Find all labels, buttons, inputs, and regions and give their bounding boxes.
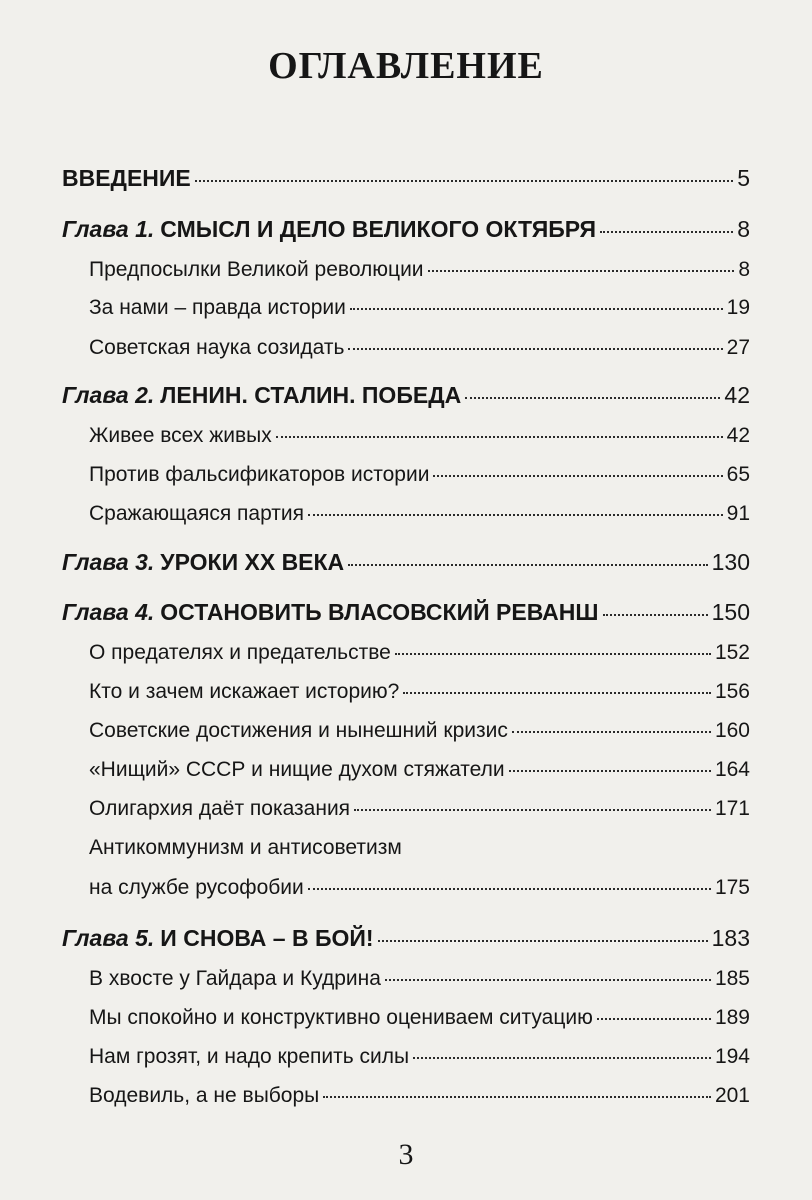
toc-entry-page: 175: [714, 876, 750, 899]
toc-entry-title: За нами – правда истории: [89, 296, 346, 319]
toc-entry-chapter-4: [62, 599, 750, 626]
chapter-number: Глава 1.: [62, 216, 155, 242]
dot-leader: [428, 269, 735, 272]
dot-leader: [395, 652, 711, 655]
toc-entry-title: Советские достижения и нынешний кризис: [89, 719, 508, 742]
toc-entry-title: ОСТАНОВИТЬ ВЛАСОВСКИЙ РЕВАНШ: [160, 599, 599, 625]
toc-entry-title: «Нищий» СССР и нищие духом стяжатели: [89, 758, 505, 781]
toc-entry-page: 150: [711, 599, 750, 625]
toc-entry-section: [89, 336, 750, 360]
toc-entry-page: 160: [714, 719, 750, 742]
dot-leader: [509, 769, 711, 772]
toc-entry-title: И СНОВА – В БОЙ!: [160, 925, 374, 951]
dot-leader: [195, 179, 733, 182]
dot-leader: [597, 1017, 711, 1020]
chapter-number: Глава 5.: [62, 925, 155, 951]
toc-entry-section-first-line: Антикоммунизм и антисоветизм: [89, 836, 402, 859]
toc-entry-chapter-1: [62, 216, 750, 243]
toc-entry-title: Нам грозят, и надо крепить силы: [89, 1045, 410, 1068]
dot-leader: [413, 1056, 711, 1059]
toc-entry-section: [89, 258, 750, 282]
toc-entry-title: Против фальсификаторов истории: [89, 463, 430, 486]
toc-entry-title: Водевиль, а не выборы: [89, 1084, 320, 1107]
toc-entry-title: Олигархия даёт показания: [89, 797, 351, 820]
toc-entry-page: 130: [711, 549, 750, 575]
toc-entry-title: Кто и зачем искажает историю?: [89, 680, 400, 703]
dot-leader: [276, 435, 723, 438]
toc-entry-page: 42: [724, 382, 750, 408]
toc-entry-section: [89, 797, 750, 821]
toc-entry-page: 194: [714, 1045, 750, 1068]
chapter-number: Глава 2.: [62, 382, 155, 408]
toc-entry-section: [89, 641, 750, 665]
toc-entry-section: [89, 463, 750, 487]
dot-leader: [348, 563, 707, 566]
toc-entry-section: [89, 1045, 750, 1069]
toc-entry-section: [89, 424, 750, 448]
dot-leader: [512, 730, 711, 733]
dot-leader: [433, 474, 722, 477]
toc-entry-page: 189: [714, 1006, 750, 1029]
toc-entry-section: [89, 758, 750, 782]
dot-leader: [600, 230, 733, 233]
toc-entry-section: [89, 1006, 750, 1030]
toc-entry-title: Живее всех живых: [89, 424, 272, 447]
dot-leader: [354, 808, 711, 811]
page-number: 3: [398, 1138, 414, 1171]
dot-leader: [308, 887, 711, 890]
toc-entry-page: 8: [737, 216, 750, 242]
toc-entry-section: [89, 967, 750, 991]
toc-entry-page: 152: [714, 641, 750, 664]
dot-leader: [403, 691, 711, 694]
toc-entry-section: [89, 719, 750, 743]
toc-entry-title: Советская наука созидать: [89, 336, 345, 359]
toc-entry-page: 42: [726, 424, 750, 447]
toc-entry-title: О предателях и предательстве: [89, 641, 391, 664]
toc-entry-chapter-2: [62, 382, 750, 409]
toc-entry-title: В хвосте у Гайдара и Кудрина: [89, 967, 381, 990]
toc-entry-page: 27: [726, 336, 750, 359]
toc-entry-title: УРОКИ XX ВЕКА: [160, 549, 345, 575]
dot-leader: [465, 396, 720, 399]
dot-leader: [323, 1095, 711, 1098]
dot-leader: [378, 939, 708, 942]
toc-entry-title: на службе русофобии: [89, 876, 304, 899]
toc-entry-page: 185: [714, 967, 750, 990]
toc-entry-page: 8: [738, 258, 750, 281]
toc-entry-title: ЛЕНИН. СТАЛИН. ПОБЕДА: [160, 382, 462, 408]
dot-leader: [385, 978, 711, 981]
dot-leader: [603, 613, 708, 616]
toc-entry-title: ВВЕДЕНИЕ: [62, 165, 191, 191]
chapter-number: Глава 3.: [62, 549, 155, 575]
toc-entry-page: 19: [726, 296, 750, 319]
toc-entry-chapter-3: [62, 549, 750, 576]
toc-entry-title: Сражающаяся партия: [89, 502, 305, 525]
toc-entry-page: 156: [714, 680, 750, 703]
toc-entry-section: [89, 502, 750, 526]
toc-entry-section: [89, 1084, 750, 1108]
toc-entry-page: 5: [737, 165, 750, 191]
chapter-number: Глава 4.: [62, 599, 155, 625]
toc-entry-page: 164: [714, 758, 750, 781]
toc-entry-section: [89, 296, 750, 320]
dot-leader: [350, 307, 723, 310]
toc-entry-page: 183: [711, 925, 750, 951]
toc-entry-section: [89, 876, 750, 900]
toc-entry-title: Мы спокойно и конструктивно оцениваем ситуацию: [89, 1006, 593, 1029]
toc-entry-introduction: [62, 165, 750, 192]
toc-entry-chapter-5: [62, 925, 750, 952]
toc-entry-section: [89, 680, 750, 704]
toc-entry-page: 91: [726, 502, 750, 525]
toc-entry-page: 171: [714, 797, 750, 820]
toc-entry-title: СМЫСЛ И ДЕЛО ВЕЛИКОГО ОКТЯБРЯ: [160, 216, 597, 242]
toc-entry-page: 65: [726, 463, 750, 486]
toc-entry-page: 201: [714, 1084, 750, 1107]
page-title: ОГЛАВЛЕНИЕ: [268, 45, 544, 87]
toc-entry-title: Предпосылки Великой революции: [89, 258, 424, 281]
dot-leader: [308, 513, 723, 516]
dot-leader: [348, 347, 722, 350]
